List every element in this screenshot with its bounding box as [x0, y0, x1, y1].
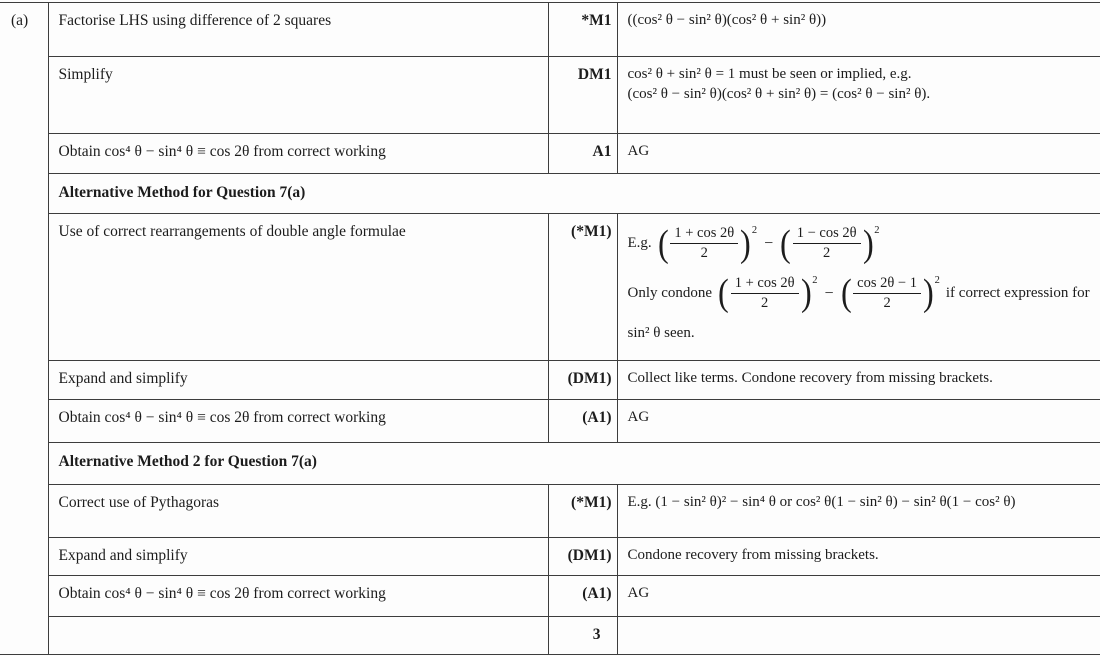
- alt-method-1-header: [48, 174, 1100, 214]
- mark-cell: [548, 134, 617, 174]
- criterion-cell: [48, 485, 548, 538]
- exponent: 2: [874, 225, 880, 236]
- part-label-cell: [0, 3, 48, 655]
- answer-cell: [617, 134, 1100, 174]
- mark-cell: [548, 214, 617, 361]
- criterion-text: Use of correct rearrangements of double angle formulae: [58, 223, 406, 240]
- eg-label: E.g.: [627, 235, 652, 252]
- mark-cell: [548, 57, 617, 134]
- table-row: [0, 576, 1100, 617]
- mark-code: (DM1): [567, 547, 612, 564]
- mark-code: *M1: [581, 12, 612, 29]
- mark-code: (DM1): [567, 370, 612, 387]
- math-expression: (cos² θ − sin² θ)(cos² θ + sin² θ) = (cos² θ − sin² θ).: [627, 86, 931, 102]
- minus-operator: −: [824, 284, 834, 302]
- mark-cell: [548, 400, 617, 443]
- criterion-cell: [48, 538, 548, 576]
- table-row: [0, 400, 1100, 443]
- open-paren: (: [718, 272, 729, 315]
- exponent: 2: [812, 274, 818, 286]
- table-row: [0, 485, 1100, 538]
- answer-text: AG: [627, 143, 650, 159]
- fraction-denominator: 2: [883, 295, 891, 312]
- criterion-cell: [48, 576, 548, 617]
- fraction-numerator: cos 2θ − 1: [853, 275, 921, 294]
- mark-cell: [548, 485, 617, 538]
- criterion-text: Factorise LHS using difference of 2 squares: [58, 12, 332, 29]
- answer-cell: [617, 400, 1100, 443]
- fraction-numerator: 1 + cos 2θ: [731, 275, 799, 294]
- mark-code: DM1: [577, 66, 612, 83]
- close-paren: ): [922, 272, 934, 315]
- math-expression: sin² θ seen.: [627, 324, 695, 341]
- fraction-numerator: 1 + cos 2θ: [670, 225, 738, 244]
- part-label: (a): [11, 12, 29, 29]
- section-header-text: Alternative Method 2 for Question 7(a): [58, 453, 317, 470]
- table-row: [0, 214, 1100, 361]
- answer-cell: [617, 361, 1100, 400]
- mark-cell: [548, 538, 617, 576]
- math-expression: ((cos² θ − sin² θ)(cos² θ + sin² θ)): [627, 12, 827, 28]
- math-expression: [627, 272, 1097, 315]
- table-row: [0, 174, 1100, 214]
- criterion-cell: [48, 214, 548, 361]
- squared-fraction: [657, 222, 758, 265]
- answer-cell: [617, 576, 1100, 617]
- criterion-cell: [48, 57, 548, 134]
- criterion-text: Obtain cos⁴ θ − sin⁴ θ ≡ cos 2θ from correct working: [58, 585, 386, 602]
- table-row: [0, 3, 1100, 57]
- squared-fraction: [840, 272, 941, 315]
- answer-text: AG: [627, 585, 650, 601]
- total-marks-cell: [548, 617, 617, 655]
- fraction-denominator: 2: [700, 245, 708, 262]
- answer-text: AG: [627, 409, 650, 425]
- criterion-text: Obtain cos⁴ θ − sin⁴ θ ≡ cos 2θ from correct working: [58, 143, 386, 160]
- mark-code: (A1): [582, 409, 612, 426]
- minus-operator: −: [764, 234, 774, 252]
- mark-code: (A1): [582, 585, 612, 602]
- fraction-numerator: 1 − cos 2θ: [793, 225, 861, 244]
- answer-text: Collect like terms. Condone recovery from missing brackets.: [627, 370, 993, 386]
- math-expression: cos² θ + sin² θ = 1 must be seen or implied, e.g.: [627, 66, 912, 82]
- fraction-denominator: 2: [761, 295, 769, 312]
- table-row: [0, 361, 1100, 400]
- fraction-denominator: 2: [823, 245, 831, 262]
- open-paren: (: [780, 222, 791, 265]
- table-row: [0, 443, 1100, 485]
- mark-code: (*M1): [571, 223, 612, 240]
- condone-tail-text: if correct expression for: [945, 285, 1090, 302]
- close-paren: ): [740, 222, 751, 265]
- mark-cell: [548, 361, 617, 400]
- answer-cell: [617, 3, 1100, 57]
- empty-answer-cell: [617, 617, 1100, 655]
- table-row: [0, 57, 1100, 134]
- criterion-cell: [48, 400, 548, 443]
- section-header-text: Alternative Method for Question 7(a): [58, 184, 306, 201]
- close-paren: ): [800, 272, 812, 315]
- answer-cell: [617, 485, 1100, 538]
- close-paren: ): [862, 222, 874, 265]
- open-paren: (: [840, 272, 852, 315]
- criterion-cell: [48, 361, 548, 400]
- mark-scheme-table: [0, 2, 1100, 655]
- criterion-text: Expand and simplify: [58, 547, 188, 564]
- mark-code: A1: [592, 143, 612, 160]
- mark-cell: [548, 576, 617, 617]
- condone-label: Only condone: [627, 285, 713, 302]
- math-expression: E.g. (1 − sin² θ)² − sin⁴ θ or cos² θ(1 − sin² θ) − sin² θ(1 − cos² θ): [627, 494, 1016, 510]
- mark-cell: [548, 3, 617, 57]
- criterion-text: Obtain cos⁴ θ − sin⁴ θ ≡ cos 2θ from correct working: [58, 409, 386, 426]
- open-paren: (: [657, 222, 669, 265]
- mark-code: (*M1): [571, 494, 612, 511]
- squared-fraction: [717, 272, 818, 315]
- table-row: [0, 538, 1100, 576]
- alt-method-2-header: [48, 443, 1100, 485]
- table-row: [0, 134, 1100, 174]
- criterion-text: Correct use of Pythagoras: [58, 494, 220, 511]
- total-marks: 3: [592, 626, 601, 643]
- criterion-cell: [48, 134, 548, 174]
- answer-cell: [617, 57, 1100, 134]
- empty-criterion-cell: [48, 617, 548, 655]
- criterion-text: Simplify: [58, 66, 113, 83]
- table-row: [0, 617, 1100, 655]
- exponent: 2: [751, 225, 758, 236]
- squared-fraction: [779, 222, 880, 265]
- math-expression: [627, 222, 1097, 265]
- criterion-cell: [48, 3, 548, 57]
- criterion-text: Expand and simplify: [58, 370, 188, 387]
- answer-cell: [617, 214, 1100, 361]
- exponent: 2: [934, 274, 940, 286]
- answer-cell: [617, 538, 1100, 576]
- answer-text: Condone recovery from missing brackets.: [627, 547, 879, 563]
